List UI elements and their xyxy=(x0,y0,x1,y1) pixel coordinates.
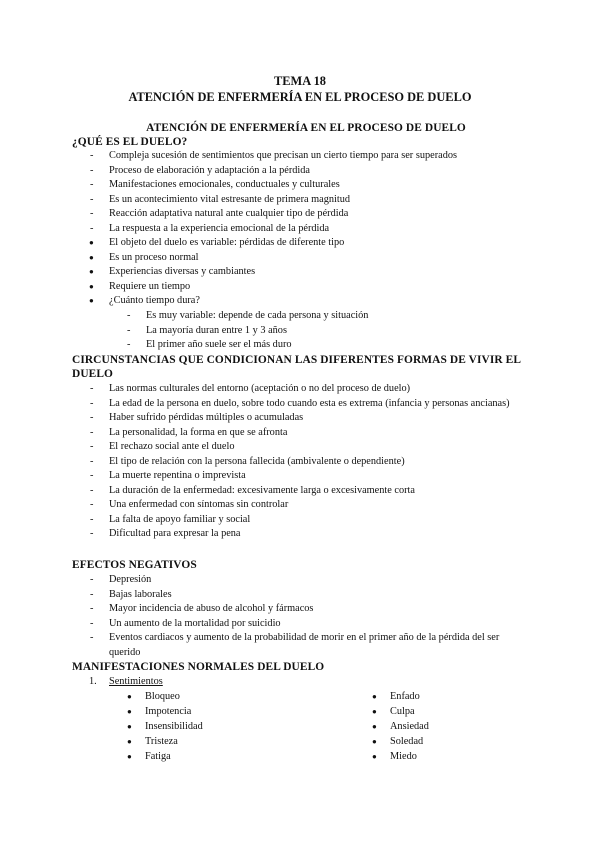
list-item: ● Fatiga xyxy=(127,751,171,762)
list-item: - Manifestaciones emocionales, conductuales y culturales xyxy=(89,178,549,193)
item-title: Sentimientos xyxy=(109,676,163,687)
dash-marker: - xyxy=(90,484,94,496)
dash-marker: - xyxy=(90,513,94,525)
dash-marker: - xyxy=(127,310,131,321)
dash-marker: - xyxy=(127,339,131,350)
bullet-marker: ● xyxy=(89,267,94,276)
dash-marker: - xyxy=(90,426,94,438)
document-title-number: TEMA 18 xyxy=(274,74,326,88)
heading-circunstancias xyxy=(72,353,542,381)
list-item: - Dificultad para expresar la pena xyxy=(89,527,525,542)
bullet-marker: ● xyxy=(127,707,132,716)
list-item: - La personalidad, la forma en que se afronta xyxy=(89,426,525,441)
bullet-marker: ● xyxy=(89,281,94,291)
dash-marker: - xyxy=(90,574,94,585)
list-item: ● Miedo xyxy=(372,751,417,762)
bullet-marker: ● xyxy=(127,722,132,731)
bullet-marker: ● xyxy=(372,722,377,731)
list-item: - Un aumento de la mortalidad por suicidio xyxy=(89,617,529,632)
dash-marker: - xyxy=(127,324,131,336)
list-item: - La muerte repentina o imprevista xyxy=(89,469,525,484)
bullet-marker: ● xyxy=(89,238,94,247)
dash-marker: - xyxy=(90,412,94,423)
list-item: - Una enfermedad con síntomas sin controlar xyxy=(89,498,525,513)
bullet-marker: ● xyxy=(372,692,377,701)
heading-circunstancias-line2: DUELO xyxy=(72,368,114,380)
heading-circunstancias-line1: CIRCUNSTANCIAS QUE CONDICIONAN LAS DIFERENTES FORMAS DE VIVIR EL xyxy=(72,354,522,366)
bullet-marker: ● xyxy=(372,707,377,716)
dash-marker: - xyxy=(90,383,94,394)
list-item: ● Culpa xyxy=(372,706,415,717)
list-item: ● Tristeza xyxy=(127,736,178,747)
list-item: - La respuesta a la experiencia emocional de la pérdida xyxy=(89,222,549,237)
dash-marker: - xyxy=(90,499,94,510)
list-item: - Eventos cardiacos y aumento de la probabilidad de morir en el primer año de la pérdida del ser querido xyxy=(90,632,500,658)
list-item: - Haber sufrido pérdidas múltiples o acumuladas xyxy=(89,411,525,426)
dash-marker: - xyxy=(90,528,94,539)
list-item: ● Impotencia xyxy=(127,706,192,717)
list-item: ● El objeto del duelo es variable: pérdidas de diferente tipo xyxy=(89,236,549,251)
dash-marker: - xyxy=(90,617,94,629)
dash-marker: - xyxy=(90,632,94,643)
list-item: ● Enfado xyxy=(372,691,420,702)
list-item: - El tipo de relación con la persona fallecida (ambivalente o dependiente) xyxy=(89,455,525,470)
dash-marker: - xyxy=(90,164,94,176)
list-item: ● Ansiedad xyxy=(372,721,429,732)
dash-marker: - xyxy=(90,193,94,205)
dash-marker: - xyxy=(90,179,94,190)
bullet-marker: ● xyxy=(127,752,132,761)
list-item: - El primer año suele ser el más duro xyxy=(126,338,546,353)
heading-manifestaciones: MANIFESTACIONES NORMALES DEL DUELO xyxy=(72,661,325,673)
list-item: ● Bloqueo xyxy=(127,691,180,702)
dash-marker: - xyxy=(90,603,94,614)
list-item: ● Experiencias diversas y cambiantes xyxy=(89,265,549,280)
item-number: 1. xyxy=(89,676,97,687)
list-item: - Bajas laborales xyxy=(89,588,529,603)
efectos-list xyxy=(89,573,529,660)
que-es-bullet-list xyxy=(89,236,549,309)
sentimientos-left-column xyxy=(127,689,327,764)
list-item: - La edad de la persona en duelo, sobre todo cuando esta es extrema (infancia y personas ancianas) xyxy=(89,397,525,412)
bullet-marker: ● xyxy=(89,296,94,305)
list-item: ● Es un proceso normal xyxy=(89,251,549,266)
dash-marker: - xyxy=(90,397,94,409)
document-title: ATENCIÓN DE ENFERMERÍA EN EL PROCESO DE DUELO xyxy=(128,90,472,104)
list-item: - Las normas culturales del entorno (aceptación o no del proceso de duelo) xyxy=(89,382,525,397)
bullet-marker: ● xyxy=(127,737,132,746)
heading-efectos: EFECTOS NEGATIVOS xyxy=(72,559,197,571)
list-item: - Es un acontecimiento vital estresante de primera magnitud xyxy=(89,193,549,208)
list-item: - Es muy variable: depende de cada persona y situación xyxy=(126,309,546,324)
title-block xyxy=(0,73,600,105)
bullet-marker: ● xyxy=(372,737,377,746)
list-item: - El rechazo social ante el duelo xyxy=(89,440,525,455)
bullet-marker: ● xyxy=(89,252,94,262)
list-item: - La mayoría duran entre 1 y 3 años xyxy=(126,324,546,339)
list-item: - Mayor incidencia de abuso de alcohol y fármacos xyxy=(89,602,529,617)
dash-marker: - xyxy=(90,470,94,481)
dash-marker: - xyxy=(90,150,94,161)
dash-marker: - xyxy=(90,441,94,452)
dash-marker: - xyxy=(90,222,94,234)
list-item: - Depresión xyxy=(89,573,529,588)
heading-que-es: ¿QUÉ ES EL DUELO? xyxy=(72,136,188,148)
bullet-marker: ● xyxy=(372,752,377,761)
duracion-sub-list xyxy=(126,309,546,353)
list-item: - Reacción adaptativa natural ante cualquier tipo de pérdida xyxy=(89,207,549,222)
dash-marker: - xyxy=(90,455,94,467)
list-item: ● ¿Cuánto tiempo dura? xyxy=(89,294,549,309)
list-item: - Proceso de elaboración y adaptación a la pérdida xyxy=(89,164,549,179)
section-subtitle: ATENCIÓN DE ENFERMERÍA EN EL PROCESO DE DUELO xyxy=(146,122,466,134)
list-item: ● Requiere un tiempo xyxy=(89,280,549,295)
list-item: ● Insensibilidad xyxy=(127,721,203,732)
dash-marker: - xyxy=(90,208,94,219)
que-es-dash-list xyxy=(89,149,549,236)
bullet-marker: ● xyxy=(127,692,132,701)
list-item: - La duración de la enfermedad: excesivamente larga o excesivamente corta xyxy=(89,484,525,499)
sentimientos-right-column xyxy=(372,689,552,764)
list-item: - La falta de apoyo familiar y social xyxy=(89,513,525,528)
dash-marker: - xyxy=(90,588,94,600)
list-item: ● Soledad xyxy=(372,736,424,747)
circunstancias-list xyxy=(89,382,525,542)
list-item: - Compleja sucesión de sentimientos que precisan un cierto tiempo para ser superados xyxy=(89,149,549,164)
